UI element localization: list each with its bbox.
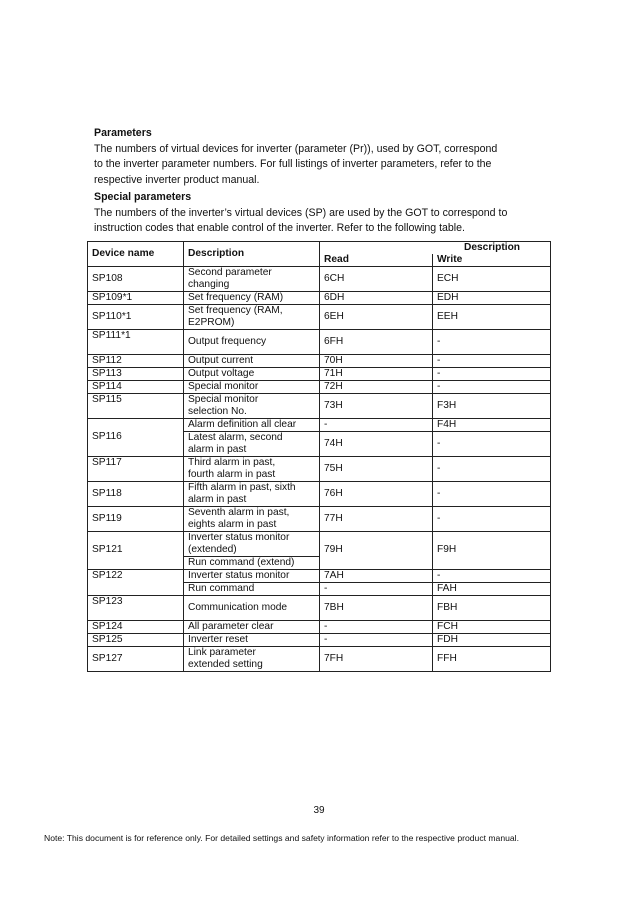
- table-row: [88, 569, 551, 582]
- device-cell: SP112: [88, 354, 184, 367]
- table-row: [88, 531, 551, 556]
- write-cell: F3H: [433, 393, 551, 418]
- table-row: [88, 456, 551, 481]
- read-cell: 7BH: [320, 595, 433, 620]
- table-row: [88, 506, 551, 531]
- device-cell: SP109*1: [88, 291, 184, 304]
- parameters-section: [94, 126, 564, 188]
- write-cell: FFH: [433, 646, 551, 671]
- write-cell: -: [433, 354, 551, 367]
- special-parameters-line: instruction codes that enable control of the inverter. Refer to the following table.: [94, 222, 465, 234]
- write-cell: FCH: [433, 620, 551, 633]
- write-cell: EEH: [433, 304, 551, 329]
- description-cell: Seventh alarm in past, eights alarm in past: [184, 506, 320, 531]
- read-cell: 6DH: [320, 291, 433, 304]
- header-read: Read: [320, 254, 433, 267]
- read-cell: 6EH: [320, 304, 433, 329]
- description-cell: Output frequency: [184, 329, 320, 354]
- device-cell: SP114: [88, 380, 184, 393]
- read-cell: 74H: [320, 431, 433, 456]
- description-cell: Inverter reset: [184, 633, 320, 646]
- table-row: [88, 620, 551, 633]
- read-cell: -: [320, 418, 433, 431]
- description-cell: Special monitor selection No.: [184, 393, 320, 418]
- description-cell: Set frequency (RAM, E2PROM): [184, 304, 320, 329]
- device-cell: SP124: [88, 620, 184, 633]
- write-cell: ECH: [433, 266, 551, 291]
- device-cell: SP127: [88, 646, 184, 671]
- write-cell: -: [433, 329, 551, 354]
- read-cell: 72H: [320, 380, 433, 393]
- table-row: [88, 380, 551, 393]
- table-row: [88, 354, 551, 367]
- table-row: [88, 595, 551, 620]
- device-cell: SP119: [88, 506, 184, 531]
- parameters-line: to the inverter parameter numbers. For full listings of inverter parameters, refer to the: [94, 158, 492, 170]
- footer-note: Note: This document is for reference only. For detailed settings and safety information refer to the respective product manual.: [44, 833, 519, 843]
- read-cell: 7AH: [320, 569, 433, 582]
- description-cell: Output current: [184, 354, 320, 367]
- write-cell: -: [433, 431, 551, 456]
- read-cell: 79H: [320, 531, 433, 569]
- table-row: [88, 481, 551, 506]
- description-cell: Run command: [184, 582, 320, 595]
- read-cell: 73H: [320, 393, 433, 418]
- table-row: [88, 291, 551, 304]
- read-cell: 76H: [320, 481, 433, 506]
- device-cell: SP113: [88, 367, 184, 380]
- write-cell: -: [433, 506, 551, 531]
- read-cell: 70H: [320, 354, 433, 367]
- description-cell: Set frequency (RAM): [184, 291, 320, 304]
- page-number: 39: [313, 805, 325, 816]
- device-cell: SP111*1: [88, 329, 184, 354]
- read-cell: -: [320, 633, 433, 646]
- device-cell: SP110*1: [88, 304, 184, 329]
- header-device-name: Device name: [88, 242, 184, 267]
- description-cell: Inverter status monitor (extended): [184, 531, 320, 556]
- parameters-line: respective inverter product manual.: [94, 173, 260, 186]
- description-cell: Third alarm in past, fourth alarm in past: [184, 456, 320, 481]
- description-cell: Special monitor: [184, 380, 320, 393]
- table-row: [88, 367, 551, 380]
- read-cell: 7FH: [320, 646, 433, 671]
- read-cell: 6CH: [320, 266, 433, 291]
- write-cell: FDH: [433, 633, 551, 646]
- device-cell: SP123: [88, 595, 184, 620]
- device-cell: SP116: [88, 418, 184, 456]
- device-cell: SP125: [88, 633, 184, 646]
- write-cell: -: [433, 380, 551, 393]
- description-cell: Alarm definition all clear: [184, 418, 320, 431]
- write-cell: -: [433, 481, 551, 506]
- description-cell: Communication mode: [184, 595, 320, 620]
- table-row: [88, 633, 551, 646]
- device-cell: SP108: [88, 266, 184, 291]
- write-cell: -: [433, 569, 551, 582]
- read-cell: 71H: [320, 367, 433, 380]
- special-parameters-section: [94, 190, 564, 237]
- write-cell: FAH: [433, 582, 551, 595]
- write-cell: EDH: [433, 291, 551, 304]
- description-cell: Latest alarm, second alarm in past: [184, 431, 320, 456]
- read-cell: 6FH: [320, 329, 433, 354]
- write-cell: F9H: [433, 531, 551, 569]
- special-parameters-table: [87, 241, 551, 672]
- special-parameters-heading: Special parameters: [94, 191, 192, 203]
- write-cell: F4H: [433, 418, 551, 431]
- table-row: [88, 646, 551, 671]
- header-description: Description: [184, 242, 320, 267]
- table-row: [88, 266, 551, 291]
- parameters-heading: Parameters: [94, 127, 152, 139]
- description-cell: Output voltage: [184, 367, 320, 380]
- description-cell: All parameter clear: [184, 620, 320, 633]
- table-row: [88, 304, 551, 329]
- description-cell: Run command (extend): [184, 556, 320, 569]
- write-cell: -: [433, 367, 551, 380]
- write-cell: FBH: [433, 595, 551, 620]
- description-cell: Inverter status monitor: [184, 569, 320, 582]
- description-cell: Fifth alarm in past, sixth alarm in past: [184, 481, 320, 506]
- table-row: [88, 418, 551, 431]
- read-cell: -: [320, 620, 433, 633]
- read-cell: 77H: [320, 506, 433, 531]
- device-cell: SP121: [88, 531, 184, 569]
- description-cell: Second parameter changing: [184, 266, 320, 291]
- description-cell: Link parameter extended setting: [184, 646, 320, 671]
- read-cell: 75H: [320, 456, 433, 481]
- write-cell: -: [433, 456, 551, 481]
- device-cell: SP115: [88, 393, 184, 418]
- device-cell: SP117: [88, 456, 184, 481]
- header-description-group: Description: [320, 242, 551, 254]
- parameters-line: The numbers of virtual devices for inverter (parameter (Pr)), used by GOT, correspond: [94, 142, 498, 155]
- special-parameters-line: The numbers of the inverter’s virtual devices (SP) are used by the GOT to correspond to: [94, 206, 508, 219]
- header-write: Write: [433, 254, 551, 267]
- device-cell: SP122: [88, 569, 184, 595]
- table-row: [88, 329, 551, 354]
- device-cell: SP118: [88, 481, 184, 506]
- table-row: [88, 393, 551, 418]
- read-cell: -: [320, 582, 433, 595]
